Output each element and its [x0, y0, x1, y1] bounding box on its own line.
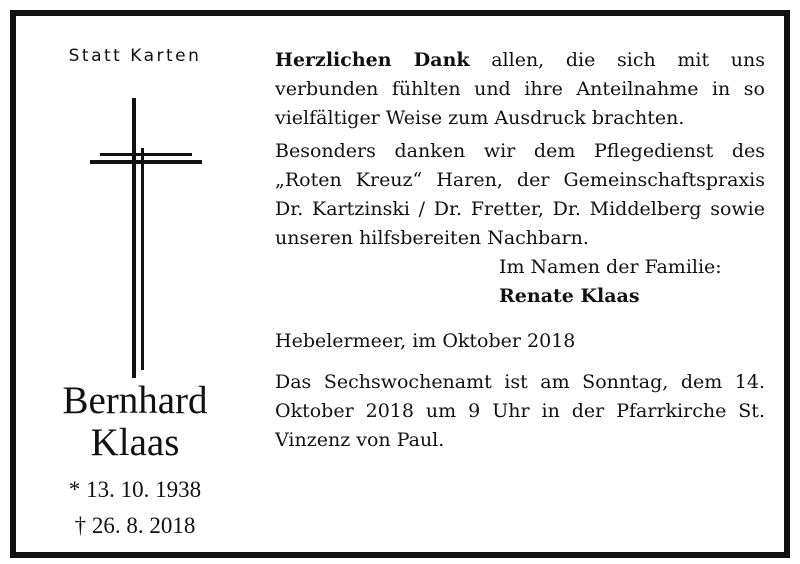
cross-horizontal-bar — [90, 160, 202, 164]
thanks-text: allen, die sich mit uns verbunden fühlten und ihre Anteilnahme in so vielfältiger Weise zum Ausdruck brachten. — [275, 49, 765, 129]
thanks-paragraph — [275, 46, 765, 133]
thanks-heading: Herzlichen Dank — [275, 49, 470, 71]
left-column — [22, 16, 248, 552]
cross-horizontal-bar-thin — [100, 153, 192, 156]
message-column — [275, 46, 765, 455]
deceased-name — [22, 380, 248, 464]
special-thanks-paragraph: Besonders danken wir dem Pflegedienst des „Roten Kreuz“ Haren, der Gemeinschaftspraxis Dr. Kartzinski / Dr. Fretter, Dr. Middelberg sowie unseren hilfsbereiten Nachbarn. — [275, 140, 765, 249]
signature — [499, 253, 765, 311]
signature-name: Renate Klaas — [499, 285, 640, 307]
birth-date: * 13. 10. 1938 — [68, 477, 202, 502]
obituary-card — [10, 10, 790, 558]
cross-vertical-bar — [132, 98, 136, 378]
statt-karten-label: Statt Karten — [68, 46, 202, 66]
life-dates — [22, 472, 248, 544]
signature-prefix: Im Namen der Familie: — [499, 256, 722, 278]
death-date: † 26. 8. 2018 — [74, 513, 196, 538]
cross-icon — [82, 98, 202, 378]
deceased-first-name: Bernhard — [62, 379, 208, 422]
mass-info-paragraph: Das Sechswochenamt ist am Sonntag, dem 14. Oktober 2018 um 9 Uhr in der Pfarrkirche St. Vinzenz von Paul. — [275, 371, 765, 451]
place-date: Hebelermeer, im Oktober 2018 — [275, 330, 576, 352]
cross-vertical-bar-thin — [141, 148, 144, 370]
deceased-last-name: Klaas — [90, 421, 180, 464]
